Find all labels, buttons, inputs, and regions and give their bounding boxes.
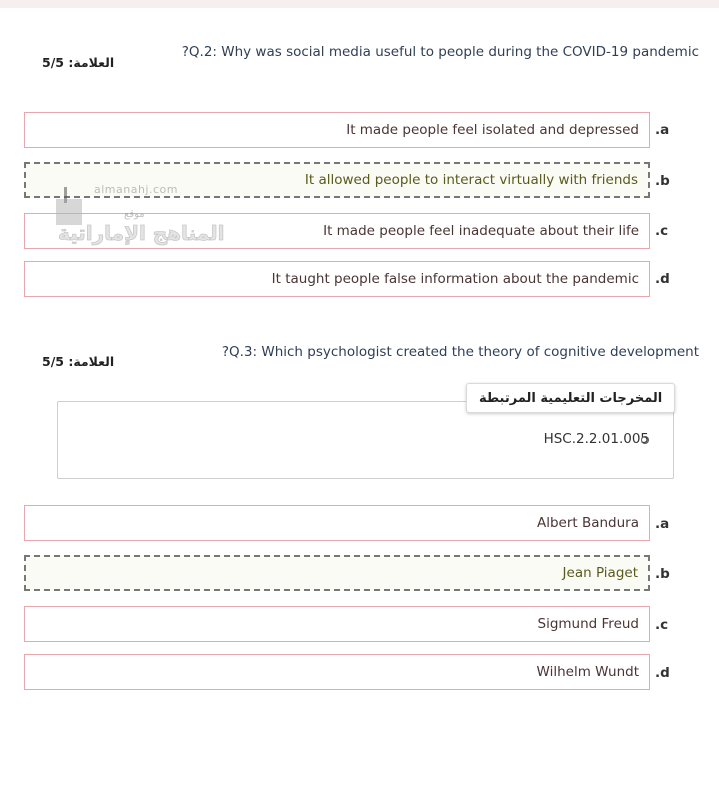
question-score: العلامة: 5/5 bbox=[42, 354, 115, 369]
question-score: العلامة: 5/5 bbox=[42, 55, 115, 70]
option-text: It made people feel inadequate about their life bbox=[323, 223, 639, 239]
outcome-code: HSC.2.2.01.005 bbox=[543, 431, 649, 447]
option-c[interactable] bbox=[24, 606, 650, 642]
option-a[interactable] bbox=[24, 112, 650, 148]
question-title: ?Q.3: Which psychologist created the theory of cognitive development bbox=[221, 344, 699, 360]
option-letter: .d bbox=[655, 665, 670, 681]
option-d[interactable] bbox=[24, 261, 650, 297]
option-letter: .b bbox=[655, 566, 670, 582]
option-text: It made people feel isolated and depressed bbox=[346, 122, 639, 138]
option-a[interactable] bbox=[24, 505, 650, 541]
option-letter: .c bbox=[655, 223, 669, 239]
option-text: Wilhelm Wundt bbox=[536, 664, 639, 680]
option-text: Albert Bandura bbox=[536, 515, 639, 531]
learning-outcomes-label: المخرجات التعليمية المرتبطة bbox=[466, 383, 675, 413]
option-b-selected[interactable] bbox=[24, 555, 650, 591]
option-letter: .d bbox=[655, 271, 670, 287]
circle-bullet-icon bbox=[641, 436, 649, 444]
top-bar bbox=[0, 0, 719, 8]
question-title: ?Q.2: Why was social media useful to people during the COVID-19 pandemic bbox=[181, 44, 699, 60]
option-text: Jean Piaget bbox=[562, 565, 638, 581]
option-text: Sigmund Freud bbox=[537, 616, 639, 632]
watermark-arabic: المناهج الإماراتية bbox=[58, 221, 225, 245]
watermark-site: almanahj.com bbox=[94, 183, 178, 196]
watermark-logo bbox=[54, 183, 225, 253]
option-letter: .c bbox=[655, 617, 669, 633]
option-letter: .a bbox=[655, 516, 670, 532]
watermark-arabic-small: موقع bbox=[124, 209, 145, 220]
option-text: It allowed people to interact virtually with friends bbox=[304, 172, 638, 188]
logo-bar-icon bbox=[64, 187, 67, 203]
option-letter: .b bbox=[655, 173, 670, 189]
option-text: It taught people false information about the pandemic bbox=[271, 271, 639, 287]
option-letter: .a bbox=[655, 122, 670, 138]
option-d[interactable] bbox=[24, 654, 650, 690]
